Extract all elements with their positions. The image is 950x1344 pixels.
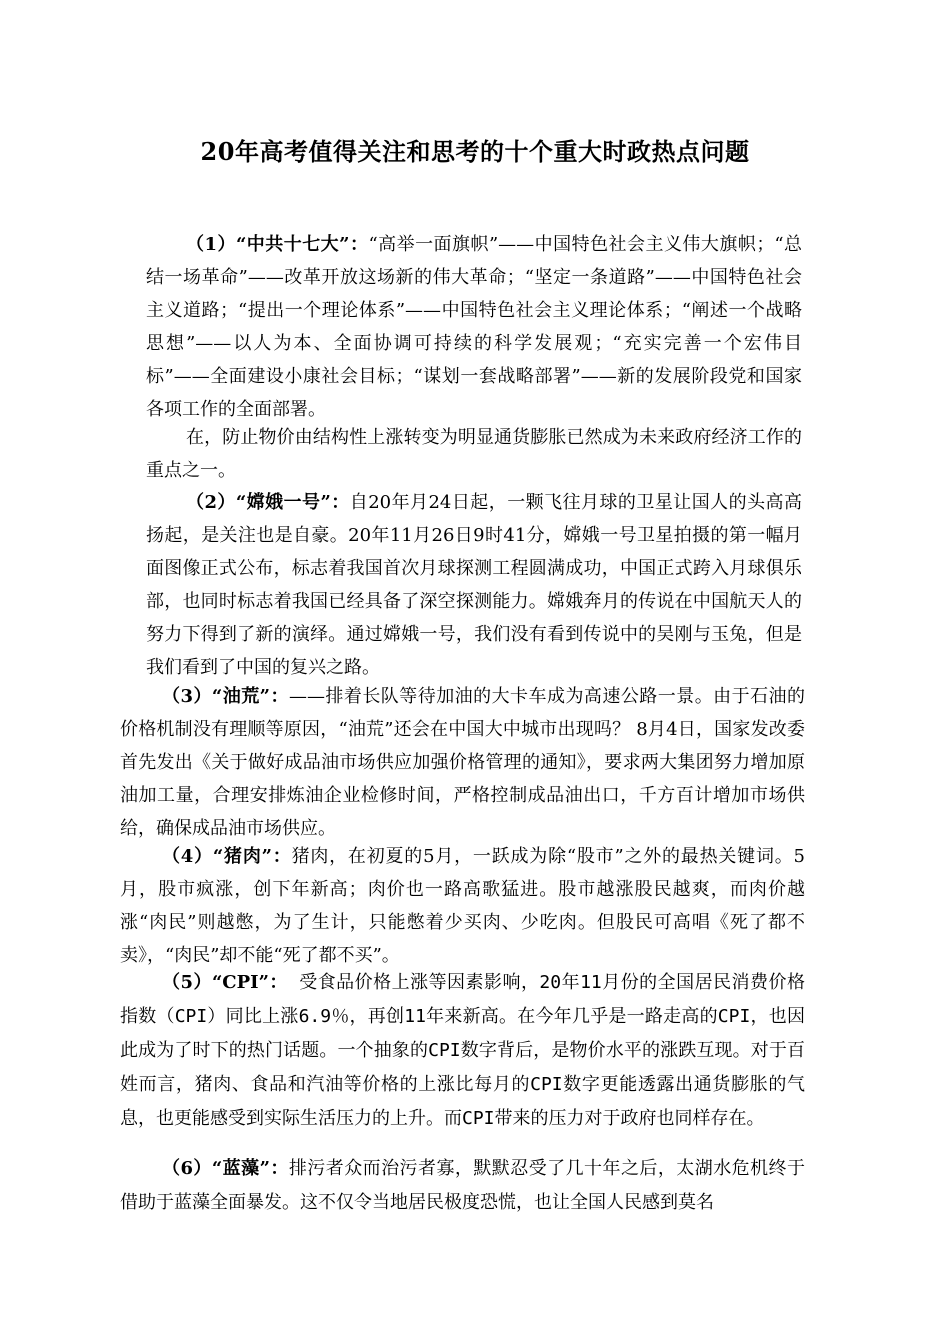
paragraph-3 [146,486,802,684]
paragraph-7-heading: （6）“蓝藻”： [162,1158,289,1179]
paragraph-1 [146,228,802,426]
paragraph-4-text: ——排着长队等待加油的大卡车成为高速公路一景。由于石油的价格机制没有理顺等原因，“油荒”还会在中国大中城市出现吗？ 8月4日，国家发改委首先发出《关于做好成品油市场供应加强价格管理的通知》，要求两大集团努力增加原油加工量，合理安排炼油企业检修时间，严格控制成品油出口，千方百计增加市场供给，确保成品油市场供应。 [120,686,806,839]
paragraph-4 [120,680,805,845]
paragraph-6-heading: （5）“CPI”： [162,972,288,993]
document-title: 20年高考值得关注和思考的十个重大时政热点问题 [200,137,750,166]
paragraph-3-heading: （2）“嫦娥一号”： [186,492,350,513]
paragraph-6-text: 受食品价格上涨等因素影响，20年11月份的全国居民消费价格指数（CPI）同比上涨6.9％，再创11年来新高。在今年几乎是一路走高的CPI，也因此成为了时下的热门话题。一个抽象的CPI数字背后，是物价水平的涨跌互现。对于百姓而言，猪肉、食品和汽油等价格的上涨比每月的CPI数字更能透露出通货膨胀的气息，也更能感受到实际生活压力的上升。而CPI带来的压力对于政府也同样存在。 [120,972,805,1129]
paragraph-1-heading: （1）“中共十七大”： [186,234,369,255]
paragraph-2 [146,421,802,487]
paragraph-5-text: 猪肉，在初夏的5月，一跃成为除“股市”之外的最热关键词。5月，股市疯涨，创下年新高；肉价也一路高歌猛进。股市越涨股民越爽，而肉价越涨“肉民”则越憋，为了生计，只能憋着少买肉、少吃肉。但股民可高唱《死了都不卖》，“肉民”却不能“死了都不买”。 [120,846,805,966]
paragraph-1-text: “高举一面旗帜”——中国特色社会主义伟大旗帜；“总结一场革命”——改革开放这场新的伟大革命；“坚定一条道路”——中国特色社会主义道路；“提出一个理论体系”——中国特色社会主义理论体系；“阐述一个战略思想”——以人为本、全面协调可持续的科学发展观；“充实完善一个宏伟目标”——全面建设小康社会目标；“谋划一套战略部署”——新的发展阶段党和国家各项工作的全面部署。 [146,234,803,420]
paragraph-3-text: 自20年月24日起，一颗飞往月球的卫星让国人的头高高扬起，是关注也是自豪。20年11月26日9时41分，嫦娥一号卫星拍摄的第一幅月面图像正式公布，标志着我国首次月球探测工程圆满成功，中国正式跨入月球俱乐部，也同时标志着我国已经具备了深空探测能力。嫦娥奔月的传说在中国航天人的努力下得到了新的演绎。通过嫦娥一号，我们没有看到传说中的吴刚与玉兔，但是我们看到了中国的复兴之路。 [146,492,802,678]
paragraph-5-heading: （4）“猪肉”： [162,846,292,867]
paragraph-7 [120,1152,805,1220]
paragraph-7-text: 排污者众而治污者寡，默默忍受了几十年之后，太湖水危机终于借助于蓝藻全面暴发。这不仅令当地居民极度恐慌，也让全国人民感到莫名 [120,1158,806,1213]
paragraph-4-heading: （3）“油荒”： [162,686,289,707]
paragraph-2-text: 在，防止物价由结构性上涨转变为明显通货膨胀已然成为未来政府经济工作的重点之一。 [146,427,802,481]
paragraph-6 [120,966,805,1136]
paragraph-5 [120,840,805,972]
